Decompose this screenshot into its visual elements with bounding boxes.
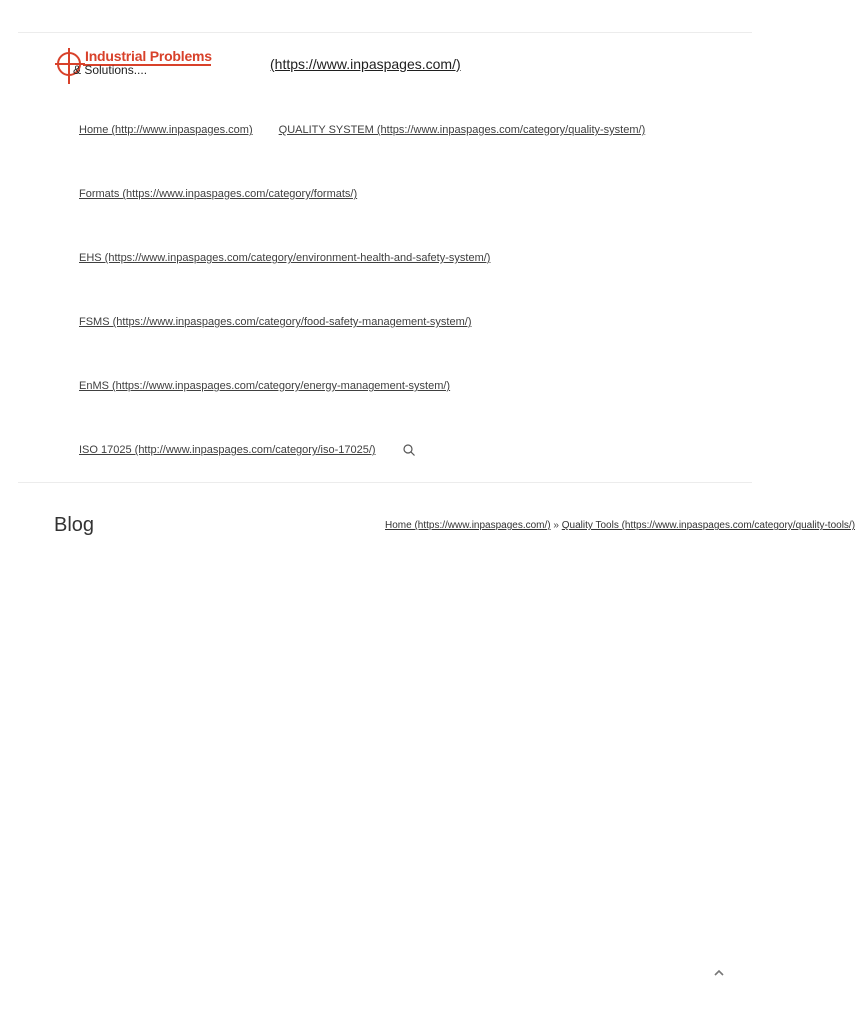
breadcrumb-quality-tools-link[interactable]: Quality Tools (https://www.inpaspages.com/category/quality-tools/) [561,520,855,531]
nav-row-6 [79,442,416,458]
chevron-up-icon [713,968,725,978]
back-to-top-button[interactable] [710,965,728,981]
nav-item-ehs[interactable]: EHS (https://www.inpaspages.com/category/environment-health-and-safety-system/) [79,252,491,264]
nav-item-home[interactable]: Home (http://www.inpaspages.com) [79,124,253,136]
site-branding[interactable] [55,46,461,86]
nav-row-5 [79,378,450,394]
nav-item-formats[interactable]: Formats (https://www.inpaspages.com/category/formats/) [79,188,358,200]
logo-title: Industrial Problems [85,48,212,64]
brand-link[interactable]: (https://www.inpaspages.com/) [270,56,461,72]
page-title: Blog [54,514,95,536]
nav-row-1 [79,122,645,138]
nav-item-enms[interactable]: EnMS (https://www.inpaspages.com/category/energy-management-system/) [79,380,451,392]
header-bottom-divider [18,482,752,483]
nav-row-3 [79,250,490,266]
logo-subtitle: & Solutions.... [73,63,148,77]
nav-item-iso-17025[interactable]: ISO 17025 (http://www.inpaspages.com/category/iso-17025/) [79,444,376,456]
breadcrumb-home-link[interactable]: Home (https://www.inpaspages.com/) [385,520,551,531]
nav-row-2 [79,186,357,202]
nav-row-4 [79,314,472,330]
search-icon[interactable] [402,443,416,457]
header-top-divider [18,32,752,33]
nav-item-fsms[interactable]: FSMS (https://www.inpaspages.com/category/food-safety-management-system/) [79,316,472,328]
breadcrumb [385,520,855,531]
nav-item-quality-system[interactable]: QUALITY SYSTEM (https://www.inpaspages.com/category/quality-system/) [278,124,646,136]
site-logo[interactable] [55,46,215,86]
breadcrumb-separator: » [553,520,559,531]
